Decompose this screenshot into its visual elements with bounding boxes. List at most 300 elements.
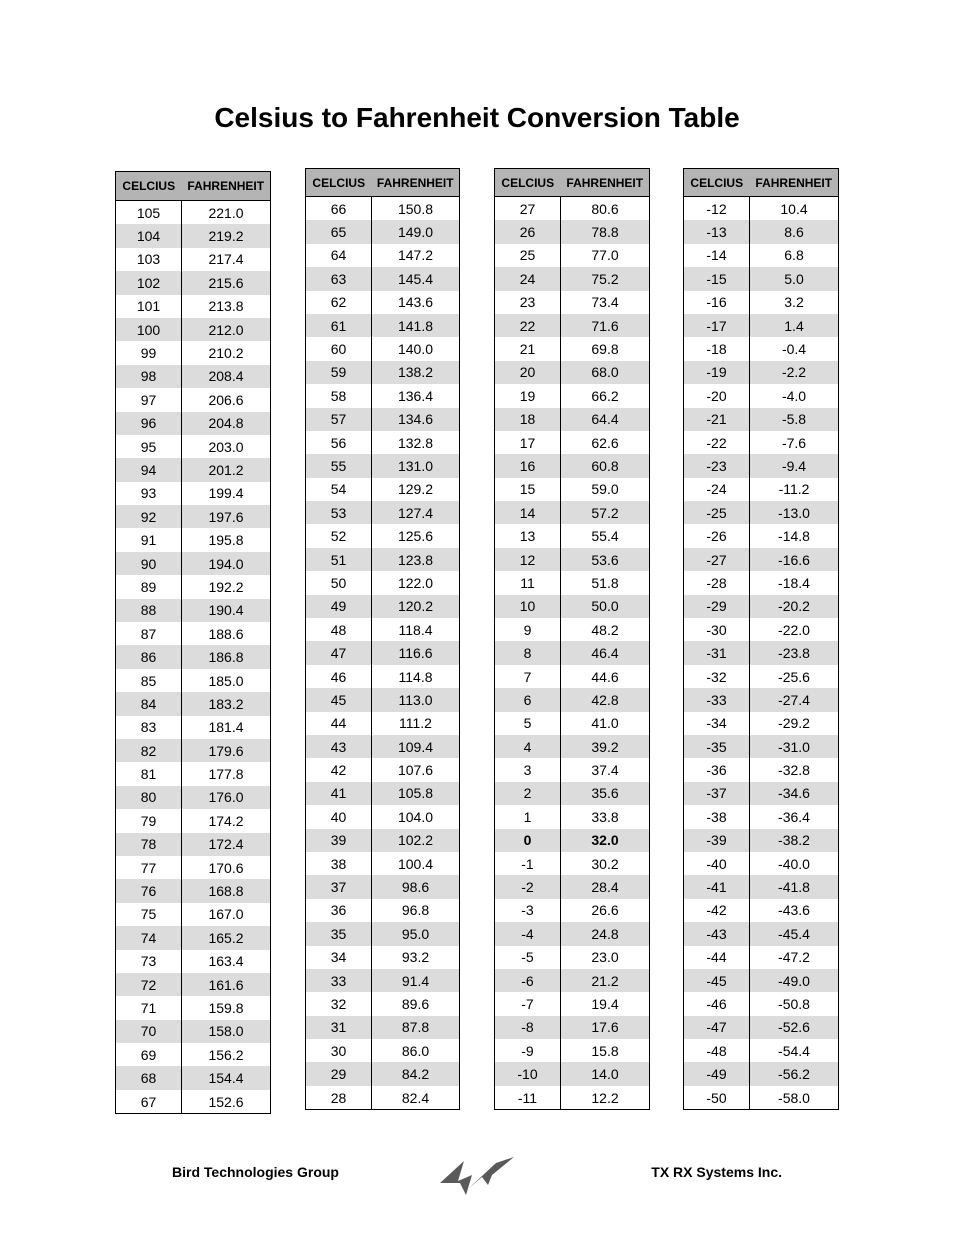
fahrenheit-cell: -14.8: [778, 528, 810, 545]
table-row: [684, 758, 839, 781]
fahrenheit-cell: 206.6: [208, 391, 244, 408]
table-row: [495, 852, 650, 875]
table-row: [684, 735, 839, 758]
celsius-cell: 72: [116, 973, 182, 996]
celsius-cell: 77: [116, 856, 182, 879]
table-row: [116, 435, 271, 458]
celsius-cell: 31: [306, 1016, 372, 1039]
table-row: [684, 875, 839, 898]
table-row: [116, 528, 271, 551]
fahrenheit-cell: 6.8: [784, 247, 804, 264]
celsius-cell: 53: [306, 501, 372, 524]
table-row: [306, 337, 460, 360]
fahrenheit-cell: 152.6: [208, 1093, 244, 1110]
celsius-cell: 45: [306, 688, 372, 711]
fahrenheit-cell: -50.8: [778, 995, 810, 1012]
fahrenheit-cell: 48.2: [591, 621, 619, 638]
conversion-table-2: [305, 168, 460, 1110]
celsius-cell: 80: [116, 786, 182, 809]
celsius-cell: -46: [684, 992, 750, 1015]
celsius-cell: -20: [684, 384, 750, 407]
celsius-cell: 1: [495, 805, 561, 828]
celsius-cell: 28: [306, 1086, 372, 1110]
celsius-cell: -23: [684, 454, 750, 477]
fahrenheit-cell: 44.6: [591, 668, 619, 685]
fahrenheit-cell: 138.2: [372, 361, 460, 384]
fahrenheit-cell: 118.4: [398, 621, 433, 638]
table-row: [116, 505, 271, 528]
table-row: [684, 548, 839, 571]
celsius-cell: 0: [495, 829, 561, 852]
fahrenheit-column-header: FAHRENHEIT: [182, 172, 271, 201]
celsius-cell: 74: [116, 926, 182, 949]
celsius-cell: 63: [306, 267, 372, 290]
celsius-cell: -44: [684, 946, 750, 969]
celsius-cell: 90: [116, 552, 182, 575]
table-row: [306, 314, 460, 337]
table-row: [306, 735, 460, 758]
fahrenheit-cell: 78.8: [561, 220, 650, 243]
fahrenheit-cell: 51.8: [591, 574, 619, 591]
table-row: [684, 524, 839, 547]
celsius-column-header: CELCIUS: [684, 169, 750, 197]
celsius-cell: -42: [684, 899, 750, 922]
table-row: [116, 341, 271, 364]
fahrenheit-cell: 95.0: [372, 922, 460, 945]
table-row: [306, 244, 460, 267]
table-row: [495, 267, 650, 290]
table-row: [306, 478, 460, 501]
fahrenheit-cell: -23.8: [750, 641, 839, 664]
table-header-row: [116, 172, 271, 201]
fahrenheit-cell: 147.2: [397, 247, 434, 264]
table-row: [495, 1039, 650, 1062]
celsius-cell: -32: [684, 665, 750, 688]
table-row: [495, 1062, 650, 1085]
fahrenheit-cell: 131.0: [372, 454, 460, 477]
fahrenheit-cell: 68.0: [561, 361, 650, 384]
fahrenheit-cell: 186.8: [182, 645, 271, 668]
fahrenheit-column-header: FAHRENHEIT: [750, 169, 839, 197]
celsius-cell: -15: [684, 267, 750, 290]
fahrenheit-cell: 132.8: [397, 434, 434, 451]
table-row: [116, 996, 271, 1019]
celsius-cell: 8: [495, 641, 561, 664]
celsius-cell: 85: [116, 669, 182, 692]
table-row: [495, 1016, 650, 1039]
table-row: [684, 1039, 839, 1062]
fahrenheit-cell: -27.4: [750, 688, 839, 711]
celsius-cell: 14: [495, 501, 561, 524]
celsius-cell: 73: [116, 950, 182, 973]
fahrenheit-cell: 219.2: [182, 224, 271, 247]
fahrenheit-cell: 154.4: [182, 1066, 271, 1089]
fahrenheit-cell: -54.4: [778, 1042, 810, 1059]
table-row: [495, 361, 650, 384]
celsius-cell: 36: [306, 899, 372, 922]
table-row: [684, 805, 839, 828]
table-row: [684, 899, 839, 922]
fahrenheit-cell: 82.4: [401, 1089, 430, 1106]
celsius-column-header: CELCIUS: [495, 169, 561, 197]
table-row: [495, 337, 650, 360]
table-row: [495, 244, 650, 267]
celsius-cell: 105: [116, 201, 182, 225]
fahrenheit-cell: 69.8: [591, 341, 619, 358]
table-row: [495, 408, 650, 431]
celsius-cell: -11: [495, 1086, 561, 1110]
fahrenheit-cell: 46.4: [561, 641, 650, 664]
celsius-cell: 104: [116, 224, 182, 247]
fahrenheit-cell: 57.2: [561, 501, 650, 524]
fahrenheit-cell: 86.0: [401, 1042, 430, 1059]
table-row: [684, 712, 839, 735]
table-row: [684, 501, 839, 524]
celsius-cell: -29: [684, 595, 750, 618]
fahrenheit-cell: 30.2: [591, 855, 619, 872]
table-row: [495, 758, 650, 781]
celsius-cell: 15: [495, 478, 561, 501]
fahrenheit-cell: 114.8: [398, 668, 433, 685]
table-row: [306, 782, 460, 805]
table-row: [306, 641, 460, 664]
table-row: [116, 809, 271, 832]
table-row: [684, 337, 839, 360]
celsius-cell: 32: [306, 992, 372, 1015]
celsius-cell: 40: [306, 805, 372, 828]
celsius-cell: 13: [495, 524, 561, 547]
celsius-cell: -49: [684, 1062, 750, 1085]
table-row: [684, 665, 839, 688]
celsius-cell: -14: [684, 244, 750, 267]
fahrenheit-cell: 149.0: [372, 220, 460, 243]
fahrenheit-cell: -25.6: [778, 668, 810, 685]
table-row: [495, 665, 650, 688]
table-row: [306, 665, 460, 688]
fahrenheit-cell: 111.2: [399, 715, 432, 732]
table-row: [495, 805, 650, 828]
table-row: [495, 454, 650, 477]
celsius-cell: -36: [684, 758, 750, 781]
fahrenheit-cell: -38.2: [750, 829, 839, 852]
table-row: [495, 431, 650, 454]
table-row: [495, 220, 650, 243]
table-row: [306, 197, 460, 221]
table-row: [684, 1086, 839, 1110]
fahrenheit-cell: 10.4: [780, 200, 808, 217]
fahrenheit-cell: 41.0: [591, 715, 619, 732]
table-row: [116, 318, 271, 341]
fahrenheit-cell: 127.4: [372, 501, 460, 524]
fahrenheit-cell: 64.4: [561, 408, 650, 431]
fahrenheit-cell: -29.2: [778, 715, 810, 732]
table-row: [495, 291, 650, 314]
celsius-column-header: CELCIUS: [116, 172, 182, 201]
table-row: [495, 899, 650, 922]
fahrenheit-cell: -40.0: [778, 855, 810, 872]
table-row: [495, 197, 650, 221]
table-row: [306, 384, 460, 407]
celsius-cell: 16: [495, 454, 561, 477]
table-row: [495, 782, 650, 805]
table-row: [684, 291, 839, 314]
celsius-cell: -24: [684, 478, 750, 501]
table-row: [684, 922, 839, 945]
table-row: [684, 782, 839, 805]
fahrenheit-cell: 77.0: [591, 247, 619, 264]
fahrenheit-cell: -56.2: [750, 1062, 839, 1085]
celsius-cell: -18: [684, 337, 750, 360]
fahrenheit-cell: 190.4: [182, 599, 271, 622]
table-row: [306, 829, 460, 852]
table-row: [306, 1039, 460, 1062]
celsius-cell: 98: [116, 365, 182, 388]
table-row: [495, 641, 650, 664]
table-row: [116, 482, 271, 505]
table-row: [306, 969, 460, 992]
fahrenheit-cell: 120.2: [372, 595, 460, 618]
fahrenheit-cell: -20.2: [750, 595, 839, 618]
fahrenheit-cell: 42.8: [561, 688, 650, 711]
celsius-cell: 20: [495, 361, 561, 384]
fahrenheit-cell: -13.0: [750, 501, 839, 524]
fahrenheit-cell: 96.8: [401, 902, 430, 919]
celsius-cell: -2: [495, 875, 561, 898]
table-row: [116, 1020, 271, 1043]
celsius-cell: 25: [495, 244, 561, 267]
table-row: [684, 314, 839, 337]
celsius-cell: 42: [306, 758, 372, 781]
celsius-cell: -25: [684, 501, 750, 524]
fahrenheit-cell: 208.4: [182, 365, 271, 388]
table-row: [684, 641, 839, 664]
fahrenheit-cell: 100.4: [397, 855, 434, 872]
celsius-cell: 34: [306, 946, 372, 969]
table-row: [116, 716, 271, 739]
celsius-cell: 48: [306, 618, 372, 641]
celsius-cell: 19: [495, 384, 561, 407]
celsius-cell: -19: [684, 361, 750, 384]
celsius-cell: 23: [495, 291, 561, 314]
table-row: [684, 220, 839, 243]
fahrenheit-cell: 194.0: [182, 552, 271, 575]
table-row: [116, 248, 271, 271]
fahrenheit-cell: 176.0: [182, 786, 271, 809]
fahrenheit-cell: 104.0: [397, 808, 434, 825]
fahrenheit-cell: -31.0: [750, 735, 839, 758]
table-row: [495, 1086, 650, 1110]
table-row: [306, 852, 460, 875]
celsius-cell: 4: [495, 735, 561, 758]
fahrenheit-cell: 172.4: [182, 833, 271, 856]
celsius-cell: -35: [684, 735, 750, 758]
fahrenheit-cell: 80.6: [591, 200, 619, 217]
celsius-cell: -1: [495, 852, 561, 875]
table-row: [684, 829, 839, 852]
table-row: [306, 454, 460, 477]
celsius-cell: 84: [116, 692, 182, 715]
table-row: [116, 388, 271, 411]
fahrenheit-cell: 21.2: [561, 969, 650, 992]
fahrenheit-cell: 125.6: [397, 528, 434, 545]
celsius-cell: 100: [116, 318, 182, 341]
celsius-cell: -12: [684, 197, 750, 221]
table-row: [684, 1016, 839, 1039]
table-row: [116, 1043, 271, 1066]
celsius-cell: -43: [684, 922, 750, 945]
table-row: [306, 548, 460, 571]
celsius-cell: 50: [306, 571, 372, 594]
table-row: [684, 478, 839, 501]
fahrenheit-cell: 185.0: [208, 672, 244, 689]
fahrenheit-cell: 39.2: [561, 735, 650, 758]
celsius-cell: 75: [116, 903, 182, 926]
fahrenheit-cell: 32.0: [561, 829, 650, 852]
fahrenheit-cell: 84.2: [372, 1062, 460, 1085]
fahrenheit-cell: 8.6: [750, 220, 839, 243]
celsius-cell: -37: [684, 782, 750, 805]
table-row: [306, 805, 460, 828]
celsius-cell: 24: [495, 267, 561, 290]
celsius-cell: -3: [495, 899, 561, 922]
fahrenheit-cell: 140.0: [397, 341, 434, 358]
table-row: [116, 833, 271, 856]
celsius-cell: -9: [495, 1039, 561, 1062]
celsius-cell: 99: [116, 341, 182, 364]
fahrenheit-cell: 203.0: [208, 438, 244, 455]
fahrenheit-cell: 195.8: [208, 532, 244, 549]
table-row: [116, 599, 271, 622]
fahrenheit-cell: -45.4: [750, 922, 839, 945]
celsius-cell: 22: [495, 314, 561, 337]
celsius-cell: 3: [495, 758, 561, 781]
celsius-cell: 71: [116, 996, 182, 1019]
table-row: [306, 524, 460, 547]
fahrenheit-cell: 158.0: [182, 1020, 271, 1043]
celsius-cell: 29: [306, 1062, 372, 1085]
celsius-cell: 93: [116, 482, 182, 505]
table-row: [116, 926, 271, 949]
table-row: [684, 454, 839, 477]
table-row: [684, 1062, 839, 1085]
celsius-cell: 82: [116, 739, 182, 762]
celsius-cell: -30: [684, 618, 750, 641]
table-row: [684, 618, 839, 641]
celsius-cell: 61: [306, 314, 372, 337]
celsius-cell: 21: [495, 337, 561, 360]
table-row: [495, 688, 650, 711]
celsius-cell: 102: [116, 271, 182, 294]
page-title: Celsius to Fahrenheit Conversion Table: [214, 102, 740, 133]
celsius-cell: 52: [306, 524, 372, 547]
celsius-cell: 33: [306, 969, 372, 992]
fahrenheit-cell: 12.2: [591, 1089, 619, 1106]
fahrenheit-cell: -52.6: [750, 1016, 839, 1039]
table-row: [116, 692, 271, 715]
celsius-cell: 97: [116, 388, 182, 411]
fahrenheit-cell: 192.2: [208, 578, 244, 595]
fahrenheit-cell: 66.2: [591, 387, 619, 404]
celsius-cell: 60: [306, 337, 372, 360]
celsius-cell: 38: [306, 852, 372, 875]
celsius-cell: 95: [116, 435, 182, 458]
table-row: [495, 595, 650, 618]
celsius-cell: -22: [684, 431, 750, 454]
fahrenheit-cell: -47.2: [778, 949, 810, 966]
fahrenheit-cell: 93.2: [401, 949, 430, 966]
conversion-table-3: [494, 168, 650, 1110]
table-row: [306, 922, 460, 945]
fahrenheit-cell: 91.4: [372, 969, 460, 992]
fahrenheit-cell: 28.4: [561, 875, 650, 898]
celsius-cell: -26: [684, 524, 750, 547]
table-row: [116, 224, 271, 247]
table-row: [684, 571, 839, 594]
fahrenheit-cell: 105.8: [372, 782, 460, 805]
fahrenheit-cell: 123.8: [372, 548, 460, 571]
celsius-cell: -31: [684, 641, 750, 664]
celsius-cell: -4: [495, 922, 561, 945]
fahrenheit-cell: 215.6: [182, 271, 271, 294]
fahrenheit-cell: -5.8: [750, 408, 839, 431]
table-row: [306, 361, 460, 384]
table-header-row: [495, 169, 650, 197]
celsius-cell: -6: [495, 969, 561, 992]
fahrenheit-cell: 33.8: [591, 808, 619, 825]
celsius-cell: 64: [306, 244, 372, 267]
fahrenheit-cell: 60.8: [561, 454, 650, 477]
table-row: [495, 618, 650, 641]
table-row: [495, 571, 650, 594]
celsius-column-header: CELCIUS: [306, 169, 372, 197]
fahrenheit-cell: 210.2: [208, 345, 244, 362]
fahrenheit-cell: 3.2: [784, 294, 804, 311]
fahrenheit-cell: 1.4: [750, 314, 839, 337]
fahrenheit-cell: 136.4: [397, 387, 434, 404]
fahrenheit-cell: 37.4: [591, 762, 619, 779]
fahrenheit-cell: 89.6: [401, 995, 430, 1012]
fahrenheit-cell: 159.8: [208, 999, 244, 1016]
fahrenheit-cell: -22.0: [778, 621, 810, 638]
table-row: [495, 478, 650, 501]
table-row: [495, 829, 650, 852]
fahrenheit-cell: 109.4: [372, 735, 460, 758]
table-row: [306, 618, 460, 641]
fahrenheit-cell: 75.2: [561, 267, 650, 290]
fahrenheit-cell: -4.0: [781, 387, 807, 404]
celsius-cell: 5: [495, 712, 561, 735]
table-row: [116, 412, 271, 435]
table-row: [684, 267, 839, 290]
table-row: [306, 267, 460, 290]
celsius-cell: -50: [684, 1086, 750, 1110]
table-row: [684, 969, 839, 992]
celsius-cell: 68: [116, 1066, 182, 1089]
table-row: [116, 903, 271, 926]
fahrenheit-cell: -2.2: [750, 361, 839, 384]
celsius-cell: 6: [495, 688, 561, 711]
table-row: [116, 458, 271, 481]
celsius-cell: 76: [116, 879, 182, 902]
celsius-cell: 17: [495, 431, 561, 454]
table-row: [495, 922, 650, 945]
table-row: [306, 992, 460, 1015]
celsius-cell: -5: [495, 946, 561, 969]
table-row: [116, 1090, 271, 1114]
table-row: [495, 969, 650, 992]
celsius-cell: -7: [495, 992, 561, 1015]
fahrenheit-cell: -7.6: [781, 434, 807, 451]
